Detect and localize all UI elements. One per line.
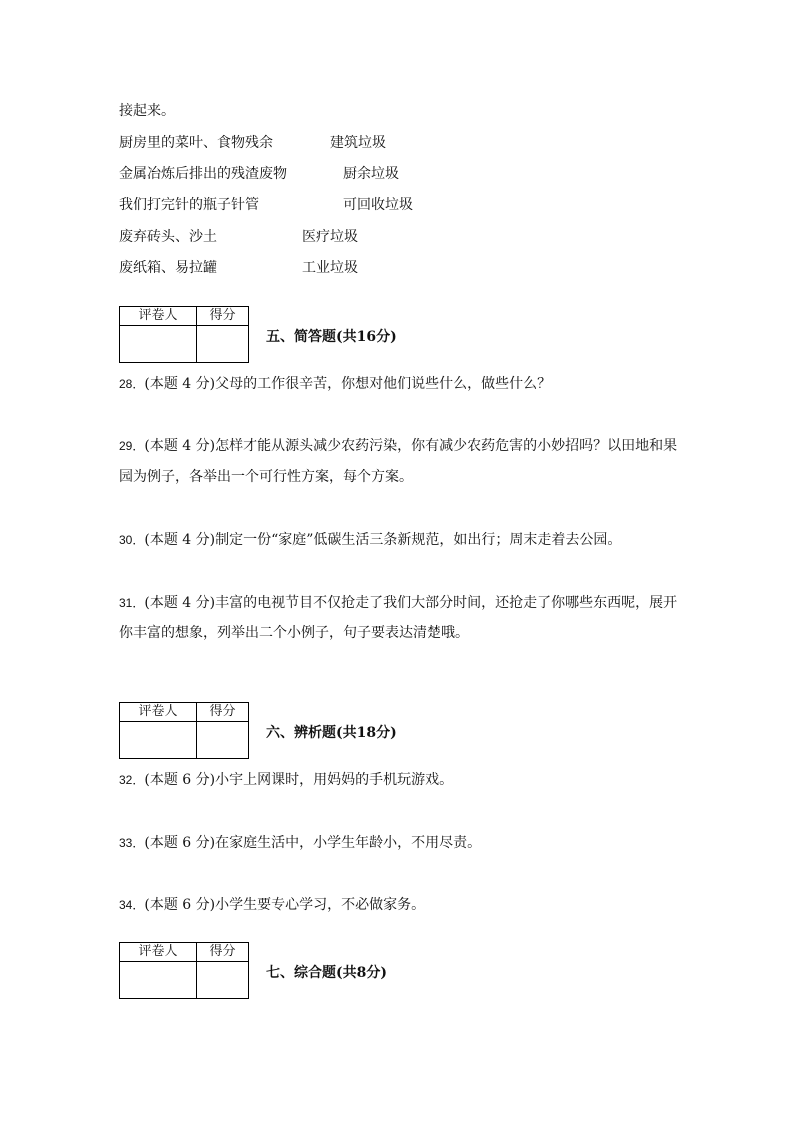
matching-right-item: 医疗垃圾 (302, 229, 358, 245)
question-number: 29． (119, 439, 145, 453)
matching-left-item: 废纸箱、易拉罐 (119, 260, 217, 276)
score-cell[interactable] (197, 962, 249, 999)
question-number: 34． (119, 898, 145, 912)
question-text: 父母的工作很辛苦，你想对他们说些什么，做些什么？ (215, 376, 552, 392)
reviewer-header: 评卷人 (120, 307, 197, 326)
grade-table (119, 702, 249, 759)
question-text: 在家庭生活中，小学生年龄小，不用尽责。 (215, 835, 482, 851)
grade-table (119, 942, 249, 999)
reviewer-cell[interactable] (120, 962, 197, 999)
question-text: 小宇上网课时，用妈妈的手机玩游戏。 (215, 772, 454, 788)
question-points: (本题 4 分) (144, 595, 216, 611)
matching-left-item: 废弃砖头、沙土 (119, 229, 217, 245)
question-number: 30． (119, 533, 145, 547)
score-header: 得分 (197, 307, 249, 326)
question-points: (本题 4 分) (144, 532, 216, 548)
section-title: 七、综合题(共8分) (266, 965, 387, 981)
question-34 (119, 896, 425, 914)
question-30 (119, 531, 621, 549)
question-number: 28． (119, 377, 145, 391)
score-cell[interactable] (197, 722, 249, 759)
question-points: (本题 4 分) (144, 438, 216, 454)
question-29 (119, 437, 677, 455)
score-cell[interactable] (197, 326, 249, 363)
score-header: 得分 (197, 943, 249, 962)
question-32 (119, 771, 453, 789)
question-text: 小学生要专心学习，不必做家务。 (215, 897, 426, 913)
matching-left-item: 厨房里的菜叶、食物残余 (119, 135, 273, 151)
question-text: 制定一份“家庭”低碳生活三条新规范，如出行；周末走着去公园。 (215, 532, 622, 548)
score-header: 得分 (197, 703, 249, 722)
matching-left-item: 金属冶炼后排出的残渣废物 (119, 166, 287, 182)
question-text: 怎样才能从源头减少农药污染，你有减少农药危害的小妙招吗？以田地和果 (215, 438, 678, 454)
question-33 (119, 834, 481, 852)
question-points: (本题 6 分) (144, 772, 216, 788)
question-number: 33． (119, 836, 145, 850)
grade-table (119, 306, 249, 363)
matching-right-item: 建筑垃圾 (330, 135, 386, 151)
reviewer-cell[interactable] (120, 722, 197, 759)
reviewer-header: 评卷人 (120, 703, 197, 722)
section-title: 六、辨析题(共18分) (266, 725, 397, 741)
question-points: (本题 6 分) (144, 835, 216, 851)
reviewer-header: 评卷人 (120, 943, 197, 962)
reviewer-cell[interactable] (120, 326, 197, 363)
intro-tail: 接起来。 (119, 103, 175, 119)
matching-left-item: 我们打完针的瓶子针管 (119, 197, 259, 213)
question-text: 丰富的电视节目不仅抢走了我们大部分时间，还抢走了你哪些东西呢，展开 (215, 595, 678, 611)
matching-right-item: 厨余垃圾 (343, 166, 399, 182)
question-text-continued: 你丰富的想象，列举出二个小例子，句子要表达清楚哦。 (119, 625, 469, 641)
question-text-continued: 园为例子，各举出一个可行性方案，每个方案。 (119, 469, 413, 485)
question-number: 32． (119, 773, 145, 787)
question-28 (119, 375, 551, 393)
question-31 (119, 594, 677, 612)
section-title: 五、简答题(共16分) (266, 329, 397, 345)
matching-right-item: 工业垃圾 (302, 260, 358, 276)
matching-right-item: 可回收垃圾 (343, 197, 413, 213)
question-points: (本题 6 分) (144, 897, 216, 913)
question-points: (本题 4 分) (144, 376, 216, 392)
question-number: 31． (119, 596, 145, 610)
